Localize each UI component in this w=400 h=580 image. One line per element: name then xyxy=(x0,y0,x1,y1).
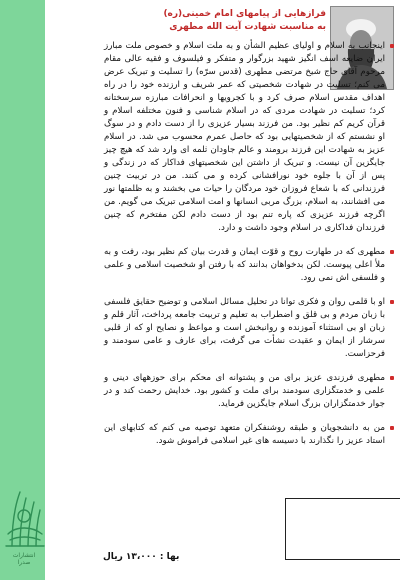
bullet-icon xyxy=(390,376,394,380)
green-sidebar xyxy=(0,0,45,580)
bullet-icon xyxy=(390,300,394,304)
publisher-logo xyxy=(2,488,46,578)
paragraph-1 xyxy=(104,40,394,235)
bullet-icon xyxy=(390,250,394,254)
paragraph-2 xyxy=(104,246,394,285)
text-body xyxy=(104,38,394,459)
bullet-icon xyxy=(390,426,394,430)
logo-label-1: انتشارات xyxy=(12,552,36,559)
page-header xyxy=(126,8,326,34)
paragraph-4 xyxy=(104,372,394,411)
price-label: بها : ۱۳،۰۰۰ ریال xyxy=(103,552,180,562)
paragraph-text: مطهری فرزندی عزیز برای من و پشتوانه ای محکم برای حوزههای دینی و علمی و خدمتگزاری سودمند برای ملت و کشور بود. خدایش رحمت کند و در جوار خدمتگزاران بزرگ اسلام جایگزین فرماید. xyxy=(104,373,385,409)
paragraph-3 xyxy=(104,296,394,361)
logo-label-2: صدرا xyxy=(17,559,31,566)
paragraph-text: من به دانشجویان و طبقه روشنفکران متعهد توصیه می کنم که کتابهای این استاد عزیز را نگذارند با دسیسه های غیر اسلامی فراموش شود. xyxy=(104,423,385,446)
header-title: فرازهایی از پیامهای امام خمینی(ره) xyxy=(163,9,326,19)
paragraph-5 xyxy=(104,422,394,448)
paragraph-text: مطهری که در طهارت روح و قوّت ایمان و قدرت بیان کم نظیر بود، رفت و به ملأ اعلی پیوست. لکن بدخواهان بدانند که با رفتن او شخصیت اسلامی و علمی و فلسفی اش نمی رود. xyxy=(104,247,385,283)
stamp-box xyxy=(285,498,400,560)
bullet-icon xyxy=(390,44,394,48)
content-panel xyxy=(45,0,400,580)
paragraph-text: او با قلمی روان و فکری توانا در تحلیل مسائل اسلامی و توضیح حقایق فلسفی با زبان مردم و بی قلق و اضطراب به تعلیم و تربیت جامعه پرداخت، آثار قلم و زبان او بی استثناء آموزنده و روانبخش است و مواعظ و نصایح او که از قلبی سرشار از ایمان و عقیدت نشأت می گرفت، برای عارف و عامی سودمند و فرحزاست. xyxy=(104,297,385,359)
calligraphy-logo-icon xyxy=(2,488,46,550)
paragraph-text: اینجانب به اسلام و اولیای عظیم الشأن و به ملت اسلام و خصوص ملت مبارز ایران ضایعه اسف انگیز شهید بزرگوار و متفکر و فیلسوف و فقیه عالی مقام مرحوم آقای حاج شیخ مرتضی مطهری (قدس سرّه) را تسلیت و تبریک عرض می کنم؛ تسلیت در شهادت شخصیتی که عمر شریف و ارزنده خود را در راه اهداف مقدس اسلام صرف کرد و با کجرویها و انحرافات مبارزه سرسختانه کرد؛ تسلیت در شهادت مردی که در اسلام شناسی و فنون مختلفه اسلام و قرآن کریم کم نظیر بود. من فرزند بسیار عزیزی را از دست دادم و در سوگ او نشستم که از شخصیتهایی بود که حاصل عمرم محسوب می شد. در اسلام عزیز به شهادت این فرزند برومند و عالم جاودان ثلمه ای وارد شد که هیچ چیز جایگزین آن نیست. و تبریک از داشتن این شخصیتهای فداکار که در زندگی و پس از آن با جلوه خود نورافشانی کرده و می کنند. من در تربیت چنین فرزندانی که با شعاع فروزان خود مردگان را حیات می بخشند و به ظلمتها نور می افشانند، به اسلام، بزرگ مربی انسانها و امت اسلامی تبریک می گویم. من اگرچه فرزند عزیزی که پاره تنم بود از دست دادم لکن مفتخرم که چنین فرزندان فداکاری در اسلام وجود داشت و دارد. xyxy=(104,41,385,233)
header-subtitle: به مناسبت شهادت آیت الله مطهری xyxy=(169,22,326,32)
